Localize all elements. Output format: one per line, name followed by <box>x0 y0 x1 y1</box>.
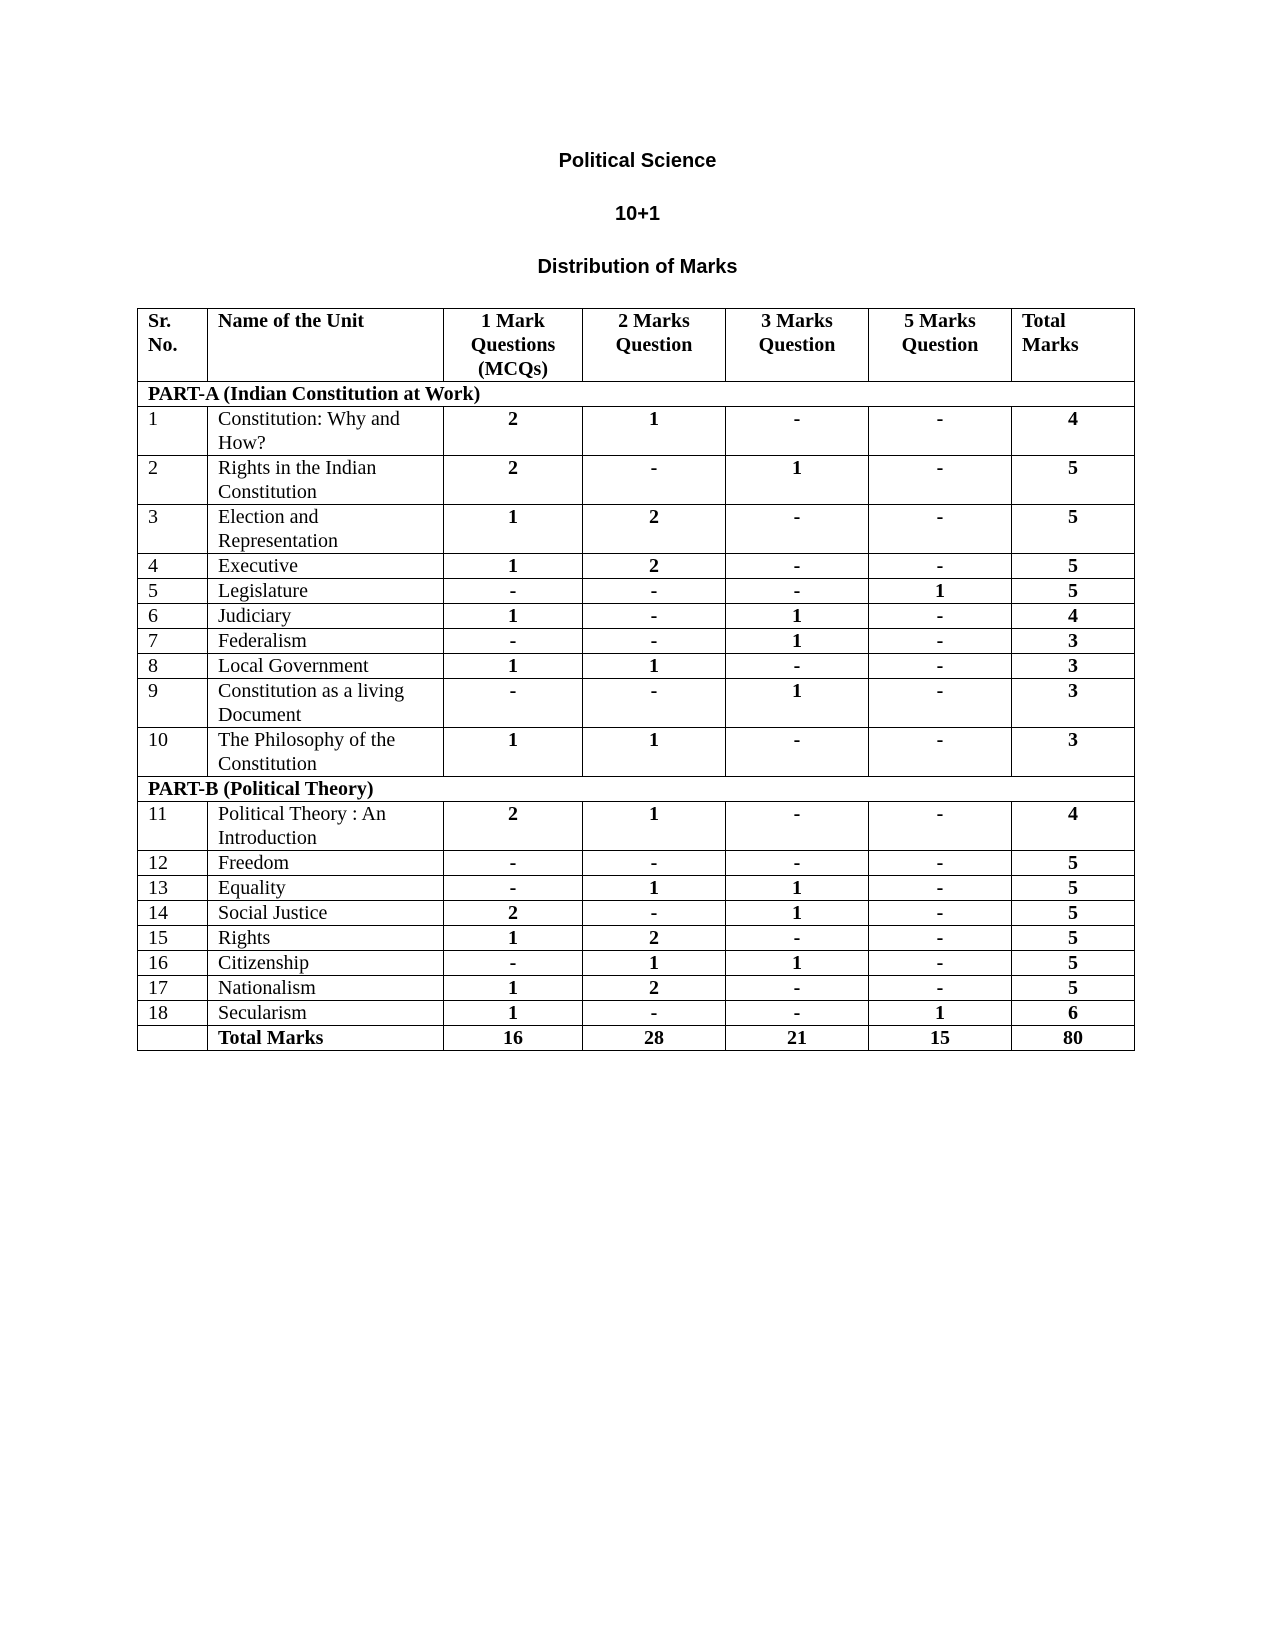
header-three-marks: 3 Marks Question <box>726 309 869 382</box>
class-label: 10+1 <box>614 203 661 225</box>
row-three-marks: 1 <box>726 876 869 901</box>
row-sr-no: 9 <box>138 679 208 728</box>
row-total-marks: 4 <box>1012 407 1135 456</box>
row-unit-name: Political Theory : An Introduction <box>208 802 444 851</box>
row-three-marks: 1 <box>726 679 869 728</box>
table-row <box>138 604 1135 629</box>
row-sr-no: 2 <box>138 456 208 505</box>
row-unit-name: Rights in the Indian Constitution <box>208 456 444 505</box>
row-sr-no: 10 <box>138 728 208 777</box>
row-five-marks: - <box>869 926 1012 951</box>
row-two-marks: 1 <box>583 654 726 679</box>
row-two-marks: 1 <box>583 407 726 456</box>
row-five-marks: - <box>869 679 1012 728</box>
row-total-marks: 5 <box>1012 456 1135 505</box>
row-total-marks: 5 <box>1012 579 1135 604</box>
table-header-row <box>138 309 1135 382</box>
row-sr-no: 18 <box>138 1001 208 1026</box>
table-row <box>138 926 1135 951</box>
row-unit-name: Legislature <box>208 579 444 604</box>
row-unit-name: Election and Representation <box>208 505 444 554</box>
header-total-marks: Total Marks <box>1012 309 1135 382</box>
row-unit-name: Secularism <box>208 1001 444 1026</box>
table-row <box>138 951 1135 976</box>
row-three-marks: - <box>726 976 869 1001</box>
row-two-marks: - <box>583 629 726 654</box>
row-three-marks: - <box>726 1001 869 1026</box>
row-three-marks: 1 <box>726 604 869 629</box>
row-unit-name: Federalism <box>208 629 444 654</box>
header-unit-name: Name of the Unit <box>208 309 444 382</box>
table-body <box>138 382 1135 1051</box>
table-row <box>138 901 1135 926</box>
row-sr-no: 12 <box>138 851 208 876</box>
row-three-marks: 1 <box>726 629 869 654</box>
document-title: Political Science <box>558 150 717 172</box>
row-unit-name: Citizenship <box>208 951 444 976</box>
row-one-mark: - <box>444 951 583 976</box>
table-row <box>138 976 1135 1001</box>
row-one-mark: 1 <box>444 554 583 579</box>
row-three-marks: - <box>726 802 869 851</box>
table-row <box>138 579 1135 604</box>
marks-distribution-table <box>137 308 1135 1051</box>
row-total-marks: 3 <box>1012 679 1135 728</box>
row-unit-name: Social Justice <box>208 901 444 926</box>
table-row <box>138 456 1135 505</box>
part-a-label: PART-A (Indian Constitution at Work) <box>138 382 1135 407</box>
row-one-mark: 1 <box>444 728 583 777</box>
table-row <box>138 802 1135 851</box>
row-three-marks: - <box>726 851 869 876</box>
part-a-row <box>138 382 1135 407</box>
row-one-mark: 1 <box>444 654 583 679</box>
row-one-mark: - <box>444 579 583 604</box>
row-unit-name: Judiciary <box>208 604 444 629</box>
table-row <box>138 728 1135 777</box>
header-five-marks: 5 Marks Question <box>869 309 1012 382</box>
row-sr-no: 17 <box>138 976 208 1001</box>
row-two-marks: 2 <box>583 505 726 554</box>
row-three-marks: - <box>726 728 869 777</box>
row-total-marks: 3 <box>1012 629 1135 654</box>
row-sr-no: 8 <box>138 654 208 679</box>
row-five-marks: - <box>869 407 1012 456</box>
row-one-mark: 1 <box>444 505 583 554</box>
row-three-marks: - <box>726 579 869 604</box>
row-one-mark: 1 <box>444 1001 583 1026</box>
row-five-marks: - <box>869 456 1012 505</box>
row-unit-name: Freedom <box>208 851 444 876</box>
row-two-marks: 2 <box>583 926 726 951</box>
row-total-marks: 5 <box>1012 505 1135 554</box>
row-one-mark: 1 <box>444 976 583 1001</box>
table-row <box>138 876 1135 901</box>
row-sr-no: 14 <box>138 901 208 926</box>
row-sr-no: 3 <box>138 505 208 554</box>
row-one-mark: 2 <box>444 802 583 851</box>
row-total-marks: 3 <box>1012 728 1135 777</box>
row-five-marks: - <box>869 629 1012 654</box>
row-one-mark: 2 <box>444 456 583 505</box>
table-row <box>138 505 1135 554</box>
total-one-mark: 16 <box>444 1026 583 1051</box>
row-two-marks: 1 <box>583 728 726 777</box>
row-five-marks: - <box>869 505 1012 554</box>
row-five-marks: - <box>869 876 1012 901</box>
row-sr-no: 7 <box>138 629 208 654</box>
table-row <box>138 629 1135 654</box>
row-one-mark: 2 <box>444 407 583 456</box>
row-two-marks: - <box>583 456 726 505</box>
row-unit-name: Rights <box>208 926 444 951</box>
row-three-marks: - <box>726 407 869 456</box>
row-unit-name: Executive <box>208 554 444 579</box>
row-five-marks: 1 <box>869 1001 1012 1026</box>
row-one-mark: - <box>444 876 583 901</box>
row-two-marks: 2 <box>583 976 726 1001</box>
row-five-marks: - <box>869 604 1012 629</box>
row-sr-no: 15 <box>138 926 208 951</box>
row-total-marks: 5 <box>1012 901 1135 926</box>
row-one-mark: 2 <box>444 901 583 926</box>
row-three-marks: 1 <box>726 951 869 976</box>
table-row <box>138 654 1135 679</box>
row-one-mark: - <box>444 851 583 876</box>
row-two-marks: 2 <box>583 554 726 579</box>
row-total-marks: 5 <box>1012 554 1135 579</box>
row-sr-no: 5 <box>138 579 208 604</box>
total-label: Total Marks <box>208 1026 444 1051</box>
row-five-marks: - <box>869 851 1012 876</box>
row-unit-name: Constitution: Why and How? <box>208 407 444 456</box>
part-b-label: PART-B (Political Theory) <box>138 777 1135 802</box>
table-row <box>138 554 1135 579</box>
table-row <box>138 851 1135 876</box>
row-three-marks: 1 <box>726 901 869 926</box>
row-unit-name: Equality <box>208 876 444 901</box>
total-grand: 80 <box>1012 1026 1135 1051</box>
row-three-marks: 1 <box>726 456 869 505</box>
total-two-marks: 28 <box>583 1026 726 1051</box>
total-row <box>138 1026 1135 1051</box>
row-sr-no: 16 <box>138 951 208 976</box>
row-total-marks: 5 <box>1012 851 1135 876</box>
row-total-marks: 5 <box>1012 976 1135 1001</box>
total-three-marks: 21 <box>726 1026 869 1051</box>
row-one-mark: - <box>444 629 583 654</box>
row-total-marks: 3 <box>1012 654 1135 679</box>
row-three-marks: - <box>726 654 869 679</box>
row-two-marks: - <box>583 579 726 604</box>
header-one-mark: 1 Mark Questions (MCQs) <box>444 309 583 382</box>
row-one-mark: 1 <box>444 604 583 629</box>
table-row <box>138 407 1135 456</box>
row-five-marks: - <box>869 901 1012 926</box>
row-two-marks: - <box>583 604 726 629</box>
row-two-marks: 1 <box>583 876 726 901</box>
part-b-row <box>138 777 1135 802</box>
row-sr-no: 4 <box>138 554 208 579</box>
row-two-marks: - <box>583 1001 726 1026</box>
row-unit-name: The Philosophy of the Constitution <box>208 728 444 777</box>
row-total-marks: 5 <box>1012 951 1135 976</box>
row-one-mark: - <box>444 679 583 728</box>
row-five-marks: - <box>869 951 1012 976</box>
table-row <box>138 1001 1135 1026</box>
row-two-marks: 1 <box>583 802 726 851</box>
header-sr-no: Sr. No. <box>138 309 208 382</box>
total-row-blank <box>138 1026 208 1051</box>
row-three-marks: - <box>726 554 869 579</box>
row-sr-no: 6 <box>138 604 208 629</box>
row-five-marks: - <box>869 728 1012 777</box>
row-total-marks: 4 <box>1012 802 1135 851</box>
row-total-marks: 5 <box>1012 876 1135 901</box>
row-two-marks: 1 <box>583 951 726 976</box>
total-five-marks: 15 <box>869 1026 1012 1051</box>
row-three-marks: - <box>726 505 869 554</box>
row-sr-no: 13 <box>138 876 208 901</box>
row-three-marks: - <box>726 926 869 951</box>
row-five-marks: - <box>869 554 1012 579</box>
row-five-marks: - <box>869 976 1012 1001</box>
row-total-marks: 6 <box>1012 1001 1135 1026</box>
row-unit-name: Nationalism <box>208 976 444 1001</box>
row-unit-name: Constitution as a living Document <box>208 679 444 728</box>
row-total-marks: 5 <box>1012 926 1135 951</box>
row-sr-no: 11 <box>138 802 208 851</box>
row-five-marks: 1 <box>869 579 1012 604</box>
row-two-marks: - <box>583 851 726 876</box>
row-two-marks: - <box>583 679 726 728</box>
table-row <box>138 679 1135 728</box>
row-sr-no: 1 <box>138 407 208 456</box>
row-two-marks: - <box>583 901 726 926</box>
row-total-marks: 4 <box>1012 604 1135 629</box>
row-five-marks: - <box>869 802 1012 851</box>
header-two-marks: 2 Marks Question <box>583 309 726 382</box>
row-one-mark: 1 <box>444 926 583 951</box>
document-subtitle: Distribution of Marks <box>537 256 738 278</box>
row-unit-name: Local Government <box>208 654 444 679</box>
row-five-marks: - <box>869 654 1012 679</box>
